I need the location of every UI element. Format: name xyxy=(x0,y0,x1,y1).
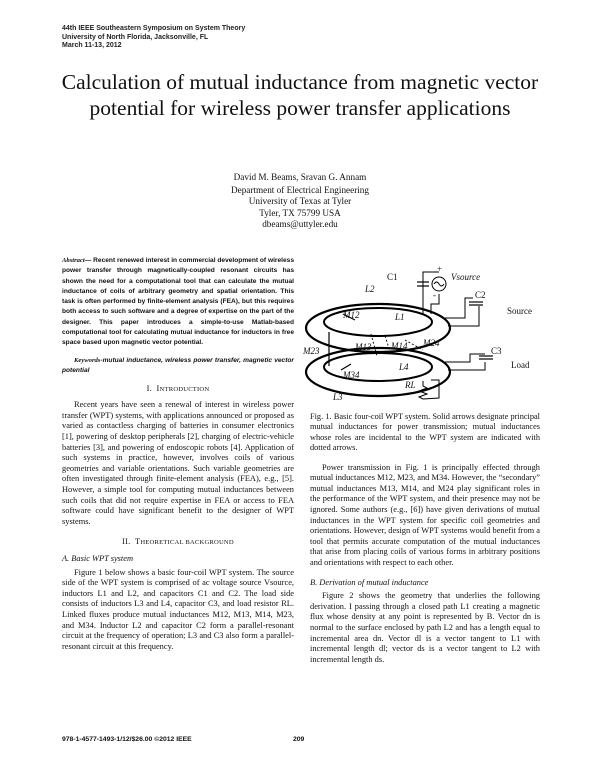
author-email: dbeams@uttyler.edu xyxy=(262,218,338,229)
label-m12: M12 xyxy=(343,310,360,320)
label-m14: M14 xyxy=(391,341,408,351)
conference-date: March 11-13, 2012 xyxy=(62,42,122,50)
keywords-text: -mutual inductance, wireless power transfer, magnetic vector potential xyxy=(62,356,294,374)
label-c2: C2 xyxy=(475,290,486,300)
label-m34: M34 xyxy=(343,370,360,380)
label-minus: - xyxy=(433,290,436,300)
page-number: 209 xyxy=(293,736,305,743)
intro-paragraph: Recent years have seen a renewal of interest in wireless power transfer (WPT) systems, with applications announced or proposed as varied as contactless charging of batteries in consumer electronics [1], powering of desktop peripherals [2], charging of electric-vehicle batteries [3], and powering of endoscopic robots [4]. Application of such systems in practice, however, involves coils of various geometries and variable orientations. Such variable geometries are often investigated through finite-element analysis (FEA), e.g., [5]. However, a simple tool for computing mutual inductances between such coils that did not require expertise in FEA or access to FEA software could have significant benefit to the designer of WPT systems. xyxy=(62,400,294,526)
figure-1-diagram xyxy=(305,264,550,404)
section-heading-background xyxy=(62,537,294,549)
section-number: I. xyxy=(146,383,152,393)
subsection-heading-a: A. Basic WPT system xyxy=(62,553,134,563)
paper-title: Calculation of mutual inductance from magnetic vector potential for wireless power transfer applications xyxy=(61,70,539,120)
label-m13: M13 xyxy=(355,342,372,352)
right-paragraph-1: Power transmission in Fig. 1 is principally effected through mutual inductances M12, M23, and M34. However, the “secondary” mutual inductances M13, M14, and M24 play significant roles in the performance of the WPT system, and their presence may not be ignored. Some authors (e.g., [6]) have given derivations of mutual inductances in the WPT system for specific coil geometries and orientations. However, design of WPT systems would benefit from a tool that permits accurate computation of the mutual inductances that arise from placing coils of various forms in arbitrary positions and orientations with respect to each other. xyxy=(310,462,540,567)
c2-wiring xyxy=(445,298,473,318)
right-paragraph-2: Figure 2 shows the geometry that underlies the following derivation. I passing through a closed path L1 creating a magnetic flux whose density at any point is represented by B. Vector dn is normal to the surface enclosed by path L2 and has a length equal to incremental area dn. Vector dl is a vector tangent to L1 with incremental length dl; vector ds is a vector tangent to L2 with incremental length ds. xyxy=(310,591,540,664)
subsection-heading-b: B. Derivation of mutual inductance xyxy=(310,577,429,587)
author-block xyxy=(200,172,400,230)
label-l3: L3 xyxy=(333,392,343,402)
label-c1: C1 xyxy=(387,272,398,282)
author-city: Tyler, TX 75799 USA xyxy=(259,207,341,218)
c3-wiring xyxy=(445,354,485,362)
abstract-label: Abstract xyxy=(62,257,85,264)
label-vsource: Vsource xyxy=(451,272,481,282)
label-rl: RL xyxy=(405,380,416,390)
author-department: Department of Electrical Engineering xyxy=(230,185,369,196)
coil-l4 xyxy=(324,353,432,381)
keywords-label: Keywords xyxy=(74,356,101,364)
ac-source-wave xyxy=(434,282,444,286)
abstract-text: — Recent renewed interest in commercial development of wireless power transfer through magnetically-coupled resonant circuits has shown the need for a computational tool that can calculate the mutual inductance of coils of arbitrary geometry and spatial orientation. This task is often performed by finite-element analysis (FEA), but this requires both access to such software and a degree of expertise on the part of the designer. This paper introduces a simple-to-use Matlab-based computational tool for calculating mutual inductance for inductors in free space based upon magnetic vector potential. xyxy=(62,257,294,347)
author-names: David M. Beams, Sravan G. Annam xyxy=(233,172,367,182)
background-paragraph: Figure 1 below shows a basic four-coil WPT system. The source side of the WPT system is comprised of ac voltage source Vsource, inductors L1 and L2, and capacitors C1 and C2. The load side consists of inductors L3 and L4, capacitor C3, and load resistor RL. Linked fluxes produce mutual inductances M12, M13, M14, M23, and M34. Inductor L2 and capacitor C2 form a parallel-resonant circuit at the frequency of operation; L3 and C3 also form a parallel-resonant circuit at this frequency. xyxy=(62,567,294,651)
label-l2: L2 xyxy=(365,284,375,294)
keywords xyxy=(62,356,294,376)
section-initial: T xyxy=(135,537,141,547)
label-plus: + xyxy=(437,264,443,274)
section-title-rest: HEORETICAL BACKGROUND xyxy=(140,539,234,547)
left-column xyxy=(62,256,294,652)
label-l4: L4 xyxy=(399,362,409,372)
section-number: II. xyxy=(122,537,131,547)
c3-wiring-2 xyxy=(448,362,485,370)
label-c3: C3 xyxy=(491,346,502,356)
label-load: Load xyxy=(511,360,530,370)
label-source: Source xyxy=(507,306,532,316)
label-l1: L1 xyxy=(395,312,405,322)
coil-l1 xyxy=(324,308,432,336)
section-title-rest: NTRODUCTION xyxy=(159,385,210,393)
conference-name: 44th IEEE Southeastern Symposium on System Theory xyxy=(62,25,246,32)
section-heading-intro xyxy=(62,384,294,396)
conference-venue: University of North Florida, Jacksonville, FL xyxy=(62,33,209,41)
footer-isbn: 978-1-4577-1493-1/12/$26.00 ©2012 IEEE xyxy=(62,736,192,743)
c2-wiring-2 xyxy=(448,306,479,326)
abstract xyxy=(62,256,294,349)
section-initial: I xyxy=(156,383,160,393)
label-m24: M24 xyxy=(423,338,440,348)
figure-1-caption: Fig. 1. Basic four-coil WPT system. Solid arrows designate principal mutual inductances for power transmission; mutual inductances whose roles are incidental to the WPT system are indicated with dotted arrows. xyxy=(310,412,540,453)
right-column xyxy=(310,412,540,665)
conference-header xyxy=(62,25,245,51)
author-university: University of Texas at Tyler xyxy=(248,196,352,207)
label-m23: M23 xyxy=(303,346,320,356)
